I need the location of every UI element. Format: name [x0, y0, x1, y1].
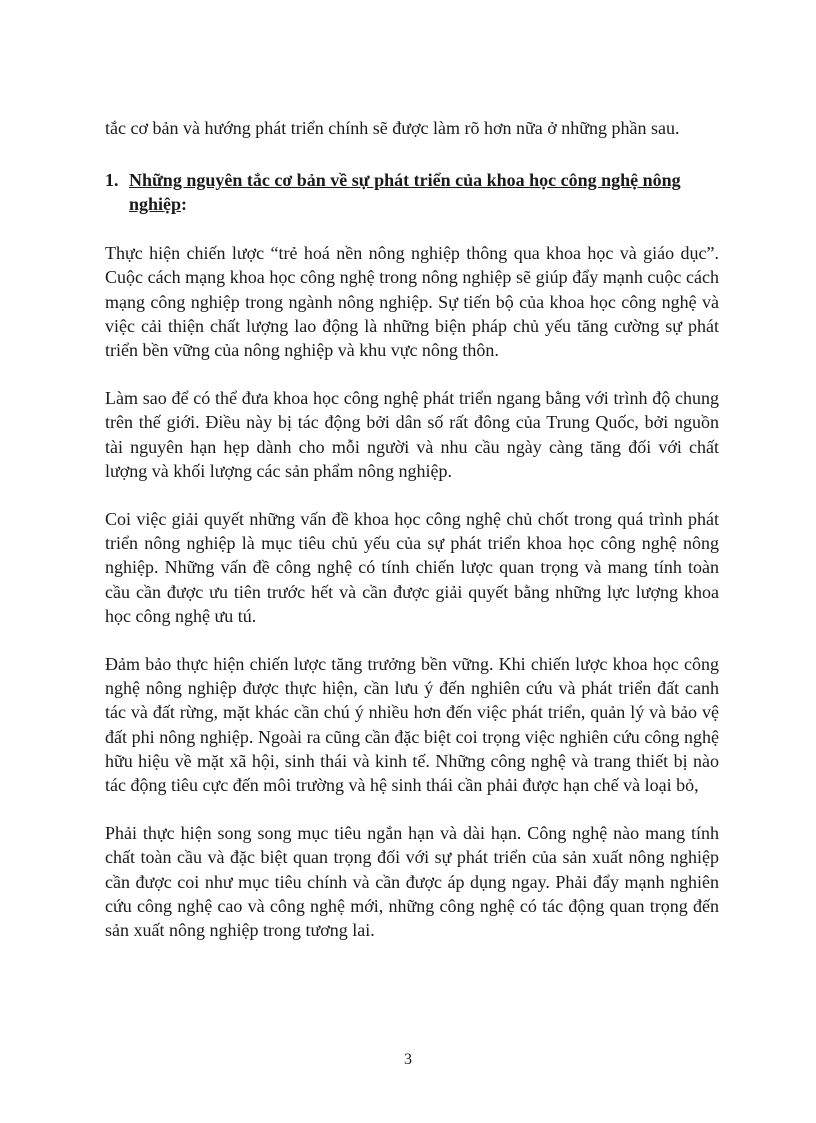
paragraph-world-level: Làm sao để có thể đưa khoa học công nghệ phát triển ngang bằng với trình độ chung trên thế giới. Điều này bị tác động bởi dân số rất đông của Trung Quốc, bởi nguồn tài nguyên hạn hẹp dành cho mỗi người và nhu cầu ngày càng tăng đối với chất lượng và khối lượng các sản phẩm nông nghiệp. — [105, 388, 719, 481]
section-title-suffix: : — [181, 194, 188, 215]
document-page — [105, 116, 719, 966]
section-heading — [105, 168, 719, 216]
paragraph-strategy: Thực hiện chiến lược “trẻ hoá nền nông nghiệp thông qua khoa học và giáo dục”. Cuộc cách mạng khoa học công nghệ trong nông nghiệp sẽ giúp đẩy mạnh cuộc cách mạng công nghiệp trong ngành nông nghiệp. Sự tiến bộ của khoa học công nghệ và việc cải thiện chất lượng lao động là những biện pháp chủ yếu tăng cường sự phát triển bền vững của nông nghiệp và khu vực nông thôn. — [105, 243, 719, 361]
paragraph-short-long-term: Phải thực hiện song song mục tiêu ngắn hạn và dài hạn. Công nghệ nào mang tính chất toàn cầu và đặc biệt quan trọng đối với sự phát triển của sản xuất nông nghiệp cần được coi như mục tiêu chính và cần được áp dụng ngay. Phải đẩy mạnh nghiên cứu công nghệ cao và công nghệ mới, những công nghệ có tác động quan trọng đến sản xuất nông nghiệp trong tương lai. — [105, 823, 719, 941]
paragraph-sustainable-growth: Đảm bảo thực hiện chiến lược tăng trưởng bền vững. Khi chiến lược khoa học công nghệ nông nghiệp được thực hiện, cần lưu ý đến nghiên cứu và phát triển đất canh tác và đất rừng, mặt khác cần chú ý nhiều hơn đến việc phát triển, quản lý và bảo vệ đất phi nông nghiệp. Ngoài ra cũng cần đặc biệt coi trọng việc nghiên cứu công nghệ hữu hiệu về mặt xã hội, sinh thái và kinh tế. Những công nghệ và trang thiết bị nào tác động tiêu cực đến môi trường và hệ sinh thái cần phải được hạn chế và loại bỏ, — [105, 654, 719, 796]
section-title-wrap — [129, 168, 719, 216]
section-title: Những nguyên tắc cơ bản về sự phát triển của khoa học công nghệ nông nghiệp — [129, 170, 681, 215]
page-number: 3 — [404, 1051, 412, 1068]
intro-paragraph: tắc cơ bản và hướng phát triển chính sẽ được làm rõ hơn nữa ở những phần sau. — [105, 118, 680, 138]
paragraph-key-issues: Coi việc giải quyết những vấn đề khoa học công nghệ chủ chốt trong quá trình phát triển nông nghiệp là mục tiêu chủ yếu của sự phát triển khoa học công nghệ nông nghiệp. Những vấn đề công nghệ có tính chiến lược quan trọng và mang tính toàn cầu cần được ưu tiên trước hết và cần được giải quyết bằng những lực lượng khoa học công nghệ ưu tú. — [105, 509, 719, 626]
section-number: 1. — [105, 170, 119, 191]
